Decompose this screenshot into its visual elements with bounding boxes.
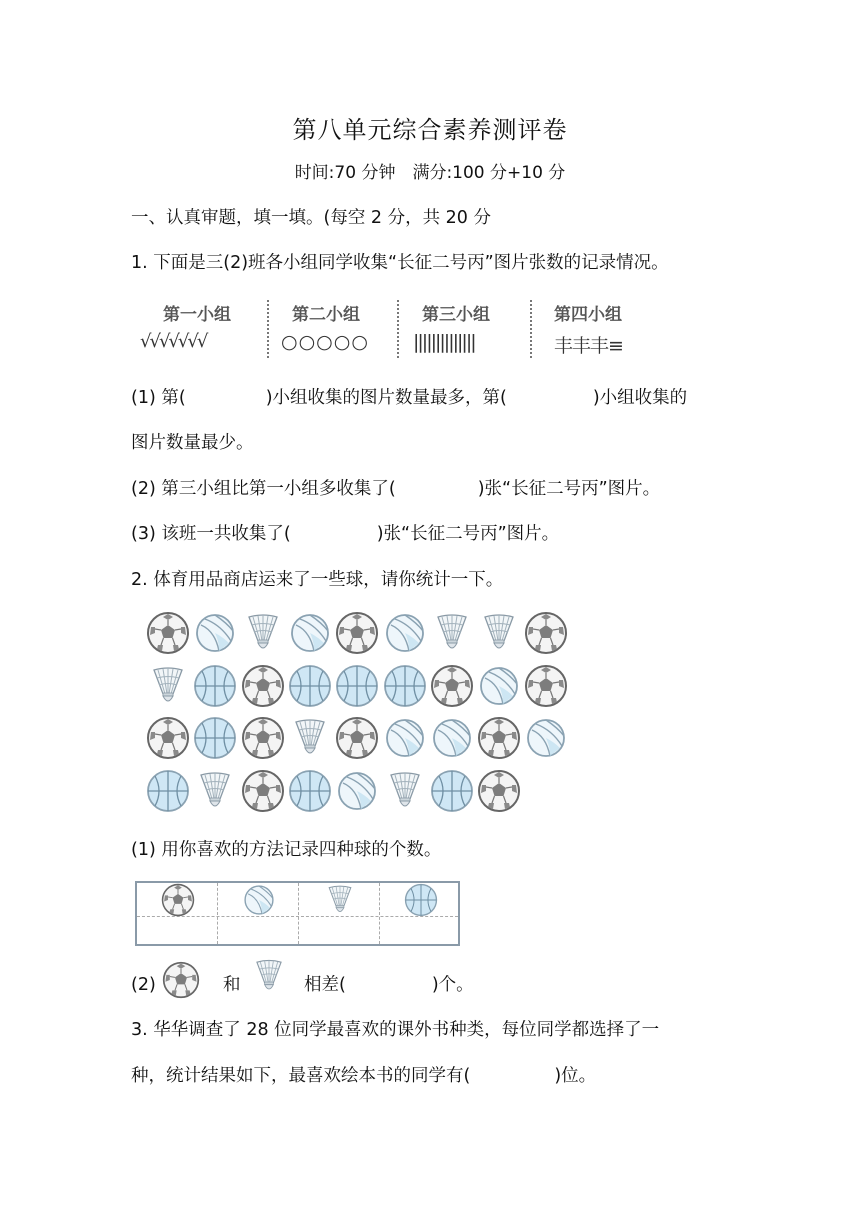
volleyball-icon bbox=[242, 883, 276, 917]
question-1-part-1: (1) 第( )小组收集的图片数量最多，第( )小组收集的 bbox=[131, 388, 688, 408]
basketball-icon bbox=[288, 769, 332, 813]
volleyball-icon bbox=[193, 611, 237, 655]
answer-cell[interactable] bbox=[218, 917, 299, 945]
divider bbox=[397, 300, 399, 358]
shuttlecock-icon bbox=[146, 664, 190, 708]
soccer-ball-icon bbox=[524, 664, 568, 708]
table-header-shuttlecock bbox=[299, 884, 380, 916]
volleyball-icon bbox=[477, 664, 521, 708]
soccer-ball-icon bbox=[430, 664, 474, 708]
shuttlecock-icon bbox=[430, 611, 474, 655]
question-1-stem: 1. 下面是三(2)班各小组同学收集“长征二号丙”图片张数的记录情况。 bbox=[131, 253, 669, 273]
soccer-ball-icon bbox=[161, 883, 195, 917]
group-4-tally: 丰丰丰≡ bbox=[554, 335, 623, 357]
shuttlecock-icon bbox=[383, 769, 427, 813]
soccer-ball-icon bbox=[146, 611, 190, 655]
soccer-ball-icon bbox=[146, 716, 190, 760]
exam-info: 时间:70 分钟 满分:100 分+10 分 bbox=[294, 163, 566, 183]
group-3-label: 第三小组 bbox=[422, 305, 490, 325]
question-3-line-2: 种，统计结果如下，最喜欢绘本书的同学有( )位。 bbox=[131, 1066, 597, 1086]
soccer-ball-icon bbox=[241, 769, 285, 813]
basketball-icon bbox=[193, 664, 237, 708]
and-label: 和 bbox=[223, 975, 241, 995]
table-header-volleyball bbox=[218, 884, 299, 916]
soccer-ball-icon bbox=[477, 716, 521, 760]
shuttlecock-icon bbox=[323, 883, 357, 917]
group-1-tally: √√√√√√√ bbox=[140, 331, 207, 352]
shuttlecock-icon bbox=[288, 716, 332, 760]
volleyball-icon bbox=[383, 611, 427, 655]
basketball-icon bbox=[335, 664, 379, 708]
question-2-part-2: (2) bbox=[131, 975, 156, 995]
shuttlecock-icon bbox=[477, 611, 521, 655]
shuttlecock-icon bbox=[193, 769, 237, 813]
question-1-part-2: (2) 第三小组比第一小组多收集了( )张“长征二号丙”图片。 bbox=[131, 479, 661, 499]
volleyball-icon bbox=[383, 716, 427, 760]
group-1-label: 第一小组 bbox=[163, 305, 231, 325]
soccer-ball-icon bbox=[477, 769, 521, 813]
shuttlecock-icon bbox=[250, 957, 288, 995]
question-1-part-3: (3) 该班一共收集了( )张“长征二号丙”图片。 bbox=[131, 524, 560, 544]
soccer-ball-icon bbox=[524, 611, 568, 655]
table-header-soccer bbox=[137, 884, 218, 916]
soccer-ball-icon bbox=[241, 664, 285, 708]
divider bbox=[530, 300, 532, 358]
question-2-part-1: (1) 用你喜欢的方法记录四种球的个数。 bbox=[131, 840, 442, 860]
question-2-stem: 2. 体育用品商店运来了一些球，请你统计一下。 bbox=[131, 570, 504, 590]
question-3-line-1: 3. 华华调查了 28 位同学最喜欢的课外书种类，每位同学都选择了一 bbox=[131, 1020, 660, 1040]
soccer-ball-icon bbox=[335, 716, 379, 760]
volleyball-icon bbox=[524, 716, 568, 760]
section-heading: 一、认真审题，填一填。(每空 2 分，共 20 分 bbox=[131, 208, 491, 228]
answer-cell[interactable] bbox=[380, 917, 461, 945]
group-2-tally: ○○○○○ bbox=[281, 331, 369, 353]
soccer-ball-icon bbox=[162, 961, 200, 999]
group-3-tally: |||||||||||||| bbox=[413, 331, 475, 353]
divider bbox=[267, 300, 269, 358]
soccer-ball-icon bbox=[241, 716, 285, 760]
table-header-basketball bbox=[380, 884, 461, 916]
basketball-icon bbox=[383, 664, 427, 708]
difference-text: 相差( )个。 bbox=[304, 975, 474, 995]
basketball-icon bbox=[430, 769, 474, 813]
shuttlecock-icon bbox=[241, 611, 285, 655]
group-2-label: 第二小组 bbox=[292, 305, 360, 325]
volleyball-icon bbox=[430, 716, 474, 760]
question-1-part-1-cont: 图片数量最少。 bbox=[131, 433, 254, 453]
basketball-icon bbox=[193, 716, 237, 760]
volleyball-icon bbox=[288, 611, 332, 655]
soccer-ball-icon bbox=[335, 611, 379, 655]
page-title: 第八单元综合素养测评卷 bbox=[292, 116, 568, 144]
count-table bbox=[135, 881, 460, 946]
basketball-icon bbox=[146, 769, 190, 813]
group-4-label: 第四小组 bbox=[554, 305, 622, 325]
answer-cell[interactable] bbox=[299, 917, 380, 945]
basketball-icon bbox=[288, 664, 332, 708]
volleyball-icon bbox=[335, 769, 379, 813]
answer-cell[interactable] bbox=[137, 917, 218, 945]
basketball-icon bbox=[404, 883, 438, 917]
